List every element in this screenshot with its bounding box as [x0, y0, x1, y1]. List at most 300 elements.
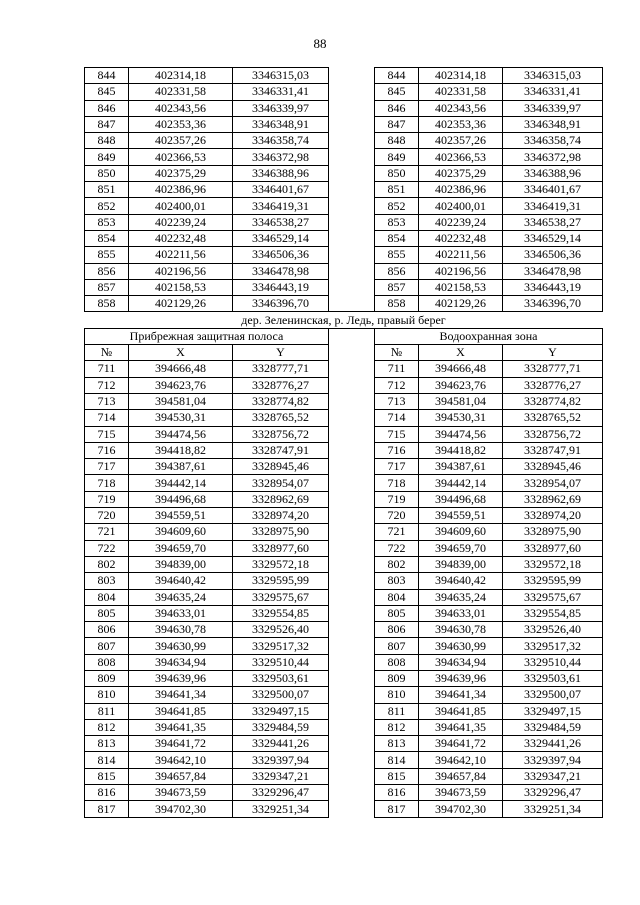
left-cell-x: 402129,26: [129, 296, 233, 312]
left-cell-x: 402331,58: [129, 84, 233, 100]
right-cell-num: 858: [375, 296, 419, 312]
right-cell-y: 3328765,52: [503, 410, 603, 426]
left-cell-x: 394641,85: [129, 703, 233, 719]
column-gap: [329, 149, 375, 165]
right-cell-num: 814: [375, 752, 419, 768]
table-row: [85, 165, 603, 181]
table-row: [85, 573, 603, 589]
column-gap: [329, 801, 375, 817]
left-cell-y: 3328977,60: [233, 540, 329, 556]
right-cell-num: 713: [375, 393, 419, 409]
right-cell-x: 394387,61: [419, 459, 503, 475]
column-gap: [329, 68, 375, 84]
left-cell-y: 3346358,74: [233, 133, 329, 149]
right-table-title: Водоохранная зона: [375, 328, 603, 344]
right-cell-x: 402357,26: [419, 133, 503, 149]
column-gap: [329, 524, 375, 540]
left-cell-x: 394559,51: [129, 508, 233, 524]
left-cell-num: 856: [85, 263, 129, 279]
right-cell-y: 3329510,44: [503, 654, 603, 670]
right-cell-y: 3328962,69: [503, 491, 603, 507]
left-cell-num: 803: [85, 573, 129, 589]
left-cell-num: 809: [85, 670, 129, 686]
left-cell-x: 402232,48: [129, 230, 233, 246]
table-row: [85, 410, 603, 426]
table-row: [85, 182, 603, 198]
left-cell-num: 846: [85, 100, 129, 116]
column-gap: [329, 703, 375, 719]
left-cell-num: 813: [85, 736, 129, 752]
table-row: [85, 638, 603, 654]
left-cell-num: 852: [85, 198, 129, 214]
right-cell-y: 3329347,21: [503, 768, 603, 784]
left-cell-num: 711: [85, 361, 129, 377]
right-cell-x: 402129,26: [419, 296, 503, 312]
left-cell-num: 720: [85, 508, 129, 524]
left-cell-num: 716: [85, 442, 129, 458]
column-gap: [329, 508, 375, 524]
right-cell-x: 394642,10: [419, 752, 503, 768]
table-row: [85, 524, 603, 540]
right-cell-x: 402314,18: [419, 68, 503, 84]
left-cell-x: 394442,14: [129, 475, 233, 491]
right-cell-num: 720: [375, 508, 419, 524]
left-cell-y: 3329397,94: [233, 752, 329, 768]
right-cell-y: 3328776,27: [503, 377, 603, 393]
right-cell-y: 3346443,19: [503, 279, 603, 295]
column-gap: [329, 165, 375, 181]
left-cell-num: 857: [85, 279, 129, 295]
left-cell-num: 849: [85, 149, 129, 165]
left-cell-x: 394673,59: [129, 785, 233, 801]
right-cell-num: 712: [375, 377, 419, 393]
right-cell-num: 804: [375, 589, 419, 605]
right-cell-x: 402232,48: [419, 230, 503, 246]
left-cell-x: 402211,56: [129, 247, 233, 263]
bottom-rows: [85, 361, 603, 817]
left-cell-x: 402375,29: [129, 165, 233, 181]
left-cell-num: 807: [85, 638, 129, 654]
column-gap: [329, 654, 375, 670]
left-cell-y: 3329526,40: [233, 622, 329, 638]
table-row: [85, 491, 603, 507]
right-cell-x: 394635,24: [419, 589, 503, 605]
right-cell-y: 3346529,14: [503, 230, 603, 246]
left-cell-x: 394630,78: [129, 622, 233, 638]
table-row: [85, 149, 603, 165]
left-cell-x: 394641,34: [129, 687, 233, 703]
page-number: 88: [313, 36, 327, 51]
left-cell-y: 3328765,52: [233, 410, 329, 426]
right-cell-x: 394630,78: [419, 622, 503, 638]
column-gap: [329, 475, 375, 491]
left-cell-y: 3346506,36: [233, 247, 329, 263]
left-cell-x: 394666,48: [129, 361, 233, 377]
left-cell-num: 712: [85, 377, 129, 393]
column-gap: [329, 638, 375, 654]
left-cell-num: 855: [85, 247, 129, 263]
left-cell-y: 3329503,61: [233, 670, 329, 686]
right-cell-num: 812: [375, 719, 419, 735]
table-row: [85, 442, 603, 458]
section-title: дер. Зеленинская, р. Ледь, правый берег: [85, 312, 603, 328]
column-gap: [329, 393, 375, 409]
right-cell-x: 394639,96: [419, 670, 503, 686]
right-cell-y: 3329296,47: [503, 785, 603, 801]
column-gap: [329, 605, 375, 621]
left-cell-y: 3329572,18: [233, 556, 329, 572]
right-cell-x: 394609,60: [419, 524, 503, 540]
right-cell-num: 711: [375, 361, 419, 377]
right-cell-x: 394623,76: [419, 377, 503, 393]
right-cell-x: 394442,14: [419, 475, 503, 491]
right-cell-num: 808: [375, 654, 419, 670]
right-cell-num: 857: [375, 279, 419, 295]
table-row: [85, 556, 603, 572]
left-cell-x: 394630,99: [129, 638, 233, 654]
right-cell-x: 402239,24: [419, 214, 503, 230]
left-cell-y: 3328774,82: [233, 393, 329, 409]
right-cell-num: 852: [375, 198, 419, 214]
column-gap: [329, 442, 375, 458]
right-cell-y: 3329497,15: [503, 703, 603, 719]
right-cell-x: 394666,48: [419, 361, 503, 377]
left-cell-num: 717: [85, 459, 129, 475]
right-cell-num: 715: [375, 426, 419, 442]
right-cell-num: 714: [375, 410, 419, 426]
left-cell-x: 394639,96: [129, 670, 233, 686]
left-cell-x: 402158,53: [129, 279, 233, 295]
table-row: [85, 133, 603, 149]
column-gap: [329, 573, 375, 589]
right-cell-y: 3329517,32: [503, 638, 603, 654]
left-cell-y: 3329595,99: [233, 573, 329, 589]
right-cell-num: 854: [375, 230, 419, 246]
left-cell-num: 714: [85, 410, 129, 426]
right-cell-num: 847: [375, 116, 419, 132]
right-cell-y: 3328777,71: [503, 361, 603, 377]
table-row: [85, 214, 603, 230]
right-cell-x: 394641,85: [419, 703, 503, 719]
left-cell-num: 850: [85, 165, 129, 181]
left-cell-x: 394530,31: [129, 410, 233, 426]
right-cell-y: 3328954,07: [503, 475, 603, 491]
left-cell-y: 3346388,96: [233, 165, 329, 181]
right-cell-x: 394641,35: [419, 719, 503, 735]
right-cell-num: 806: [375, 622, 419, 638]
right-cell-y: 3346388,96: [503, 165, 603, 181]
column-gap: [329, 752, 375, 768]
table-row: [85, 279, 603, 295]
right-cell-num: 716: [375, 442, 419, 458]
left-cell-num: 802: [85, 556, 129, 572]
left-cell-y: 3346478,98: [233, 263, 329, 279]
left-cell-y: 3328945,46: [233, 459, 329, 475]
right-cell-num: 853: [375, 214, 419, 230]
left-cell-num: 848: [85, 133, 129, 149]
table-row: [85, 785, 603, 801]
left-cell-y: 3329347,21: [233, 768, 329, 784]
column-gap: [329, 133, 375, 149]
left-cell-num: 810: [85, 687, 129, 703]
right-cell-num: 846: [375, 100, 419, 116]
column-gap: [329, 345, 375, 361]
right-cell-num: 810: [375, 687, 419, 703]
right-cell-y: 3328756,72: [503, 426, 603, 442]
table-row: [85, 198, 603, 214]
column-gap: [329, 622, 375, 638]
table-row: [85, 68, 603, 84]
right-cell-y: 3328977,60: [503, 540, 603, 556]
left-cell-x: 394839,00: [129, 556, 233, 572]
column-gap: [329, 230, 375, 246]
right-header-y: Y: [503, 345, 603, 361]
left-cell-x: 394657,84: [129, 768, 233, 784]
left-cell-num: 851: [85, 182, 129, 198]
right-cell-x: 394633,01: [419, 605, 503, 621]
right-cell-x: 394634,94: [419, 654, 503, 670]
right-cell-y: 3329441,26: [503, 736, 603, 752]
left-cell-x: 402314,18: [129, 68, 233, 84]
left-cell-x: 394623,76: [129, 377, 233, 393]
table-row: [85, 719, 603, 735]
left-cell-num: 721: [85, 524, 129, 540]
left-cell-y: 3329510,44: [233, 654, 329, 670]
left-cell-x: 394659,70: [129, 540, 233, 556]
left-cell-num: 814: [85, 752, 129, 768]
left-cell-y: 3329517,32: [233, 638, 329, 654]
left-cell-num: 718: [85, 475, 129, 491]
left-cell-num: 845: [85, 84, 129, 100]
left-cell-y: 3328777,71: [233, 361, 329, 377]
right-cell-y: 3329595,99: [503, 573, 603, 589]
right-cell-y: 3346315,03: [503, 68, 603, 84]
left-cell-num: 806: [85, 622, 129, 638]
left-cell-y: 3329497,15: [233, 703, 329, 719]
right-cell-y: 3328974,20: [503, 508, 603, 524]
table-row: [85, 459, 603, 475]
right-cell-x: 394640,42: [419, 573, 503, 589]
left-cell-num: 805: [85, 605, 129, 621]
column-gap: [329, 670, 375, 686]
right-cell-y: 3346478,98: [503, 263, 603, 279]
table-row: [85, 622, 603, 638]
right-cell-y: 3346538,27: [503, 214, 603, 230]
right-cell-y: 3329526,40: [503, 622, 603, 638]
right-cell-num: 844: [375, 68, 419, 84]
table-row: [85, 377, 603, 393]
column-gap: [329, 198, 375, 214]
right-cell-y: 3346419,31: [503, 198, 603, 214]
left-cell-num: 844: [85, 68, 129, 84]
left-cell-num: 854: [85, 230, 129, 246]
table-row: [85, 589, 603, 605]
left-cell-x: 394641,72: [129, 736, 233, 752]
right-cell-y: 3329554,85: [503, 605, 603, 621]
table-row: [85, 426, 603, 442]
column-gap: [329, 328, 375, 344]
right-cell-x: 394496,68: [419, 491, 503, 507]
column-gap: [329, 182, 375, 198]
table-row: [85, 703, 603, 719]
right-cell-y: 3328747,91: [503, 442, 603, 458]
column-gap: [329, 377, 375, 393]
left-cell-y: 3329500,07: [233, 687, 329, 703]
column-gap: [329, 736, 375, 752]
right-cell-y: 3329500,07: [503, 687, 603, 703]
left-cell-x: 394633,01: [129, 605, 233, 621]
right-cell-num: 718: [375, 475, 419, 491]
left-cell-num: 815: [85, 768, 129, 784]
right-cell-y: 3329572,18: [503, 556, 603, 572]
left-cell-y: 3328962,69: [233, 491, 329, 507]
left-cell-x: 394474,56: [129, 426, 233, 442]
right-cell-y: 3346372,98: [503, 149, 603, 165]
column-gap: [329, 589, 375, 605]
left-cell-x: 402239,24: [129, 214, 233, 230]
left-cell-y: 3346419,31: [233, 198, 329, 214]
right-header-x: X: [419, 345, 503, 361]
table-row: [85, 263, 603, 279]
right-cell-y: 3346358,74: [503, 133, 603, 149]
right-cell-y: 3346339,97: [503, 100, 603, 116]
right-cell-y: 3329251,34: [503, 801, 603, 817]
coordinates-table: [84, 67, 603, 818]
right-cell-x: 402400,01: [419, 198, 503, 214]
right-cell-num: 845: [375, 84, 419, 100]
left-header-x: X: [129, 345, 233, 361]
right-cell-num: 817: [375, 801, 419, 817]
left-cell-x: 402386,96: [129, 182, 233, 198]
right-cell-x: 394641,34: [419, 687, 503, 703]
right-cell-y: 3346506,36: [503, 247, 603, 263]
left-cell-num: 811: [85, 703, 129, 719]
right-cell-x: 394581,04: [419, 393, 503, 409]
left-cell-y: 3329484,59: [233, 719, 329, 735]
column-gap: [329, 459, 375, 475]
right-cell-x: 394659,70: [419, 540, 503, 556]
table-row: [85, 393, 603, 409]
left-cell-num: 715: [85, 426, 129, 442]
right-cell-num: 805: [375, 605, 419, 621]
left-cell-x: 394387,61: [129, 459, 233, 475]
left-cell-y: 3328747,91: [233, 442, 329, 458]
right-cell-num: 851: [375, 182, 419, 198]
right-cell-x: 394630,99: [419, 638, 503, 654]
right-cell-y: 3328774,82: [503, 393, 603, 409]
column-gap: [329, 768, 375, 784]
right-cell-x: 394559,51: [419, 508, 503, 524]
left-cell-x: 394418,82: [129, 442, 233, 458]
table-row: [85, 475, 603, 491]
right-cell-num: 721: [375, 524, 419, 540]
left-header-num: №: [85, 345, 129, 361]
right-cell-x: 402366,53: [419, 149, 503, 165]
right-cell-num: 849: [375, 149, 419, 165]
column-gap: [329, 279, 375, 295]
table-row: [85, 508, 603, 524]
table-row: [85, 801, 603, 817]
right-cell-y: 3328975,90: [503, 524, 603, 540]
right-cell-num: 855: [375, 247, 419, 263]
left-cell-y: 3346372,98: [233, 149, 329, 165]
left-cell-y: 3328974,20: [233, 508, 329, 524]
right-cell-x: 394839,00: [419, 556, 503, 572]
left-cell-x: 394641,35: [129, 719, 233, 735]
column-gap: [329, 247, 375, 263]
right-cell-num: 815: [375, 768, 419, 784]
right-cell-num: 717: [375, 459, 419, 475]
left-cell-y: 3346401,67: [233, 182, 329, 198]
right-cell-y: 3329397,94: [503, 752, 603, 768]
left-cell-num: 816: [85, 785, 129, 801]
left-cell-y: 3329575,67: [233, 589, 329, 605]
column-gap: [329, 426, 375, 442]
top-rows: [85, 68, 603, 312]
column-gap: [329, 100, 375, 116]
left-header-y: Y: [233, 345, 329, 361]
table-row: [85, 230, 603, 246]
right-cell-y: 3329503,61: [503, 670, 603, 686]
left-cell-x: 402400,01: [129, 198, 233, 214]
column-gap: [329, 361, 375, 377]
right-cell-x: 394474,56: [419, 426, 503, 442]
left-cell-x: 394634,94: [129, 654, 233, 670]
right-cell-x: 402196,56: [419, 263, 503, 279]
left-cell-y: 3328954,07: [233, 475, 329, 491]
right-cell-x: 394530,31: [419, 410, 503, 426]
left-cell-y: 3346315,03: [233, 68, 329, 84]
right-cell-x: 402331,58: [419, 84, 503, 100]
right-cell-num: 848: [375, 133, 419, 149]
left-cell-y: 3346339,97: [233, 100, 329, 116]
left-cell-y: 3329296,47: [233, 785, 329, 801]
right-cell-num: 803: [375, 573, 419, 589]
left-cell-y: 3329441,26: [233, 736, 329, 752]
left-cell-y: 3346348,91: [233, 116, 329, 132]
table-row: [85, 540, 603, 556]
table-row: [85, 768, 603, 784]
table-row: [85, 247, 603, 263]
left-cell-num: 853: [85, 214, 129, 230]
right-cell-x: 394657,84: [419, 768, 503, 784]
right-cell-num: 809: [375, 670, 419, 686]
left-cell-y: 3346396,70: [233, 296, 329, 312]
left-cell-y: 3346529,14: [233, 230, 329, 246]
left-cell-y: 3328975,90: [233, 524, 329, 540]
left-cell-y: 3346538,27: [233, 214, 329, 230]
right-cell-y: 3346396,70: [503, 296, 603, 312]
column-gap: [329, 556, 375, 572]
table-row: [85, 687, 603, 703]
column-gap: [329, 263, 375, 279]
table-row: [85, 605, 603, 621]
right-cell-y: 3329484,59: [503, 719, 603, 735]
table-row: [85, 116, 603, 132]
left-cell-x: 402353,36: [129, 116, 233, 132]
right-cell-x: 402353,36: [419, 116, 503, 132]
table-row: [85, 361, 603, 377]
right-cell-x: 402386,96: [419, 182, 503, 198]
left-cell-x: 394581,04: [129, 393, 233, 409]
table-row: [85, 84, 603, 100]
right-cell-y: 3329575,67: [503, 589, 603, 605]
right-cell-num: 856: [375, 263, 419, 279]
column-gap: [329, 214, 375, 230]
right-cell-y: 3328945,46: [503, 459, 603, 475]
left-cell-y: 3346331,41: [233, 84, 329, 100]
right-cell-x: 394702,30: [419, 801, 503, 817]
